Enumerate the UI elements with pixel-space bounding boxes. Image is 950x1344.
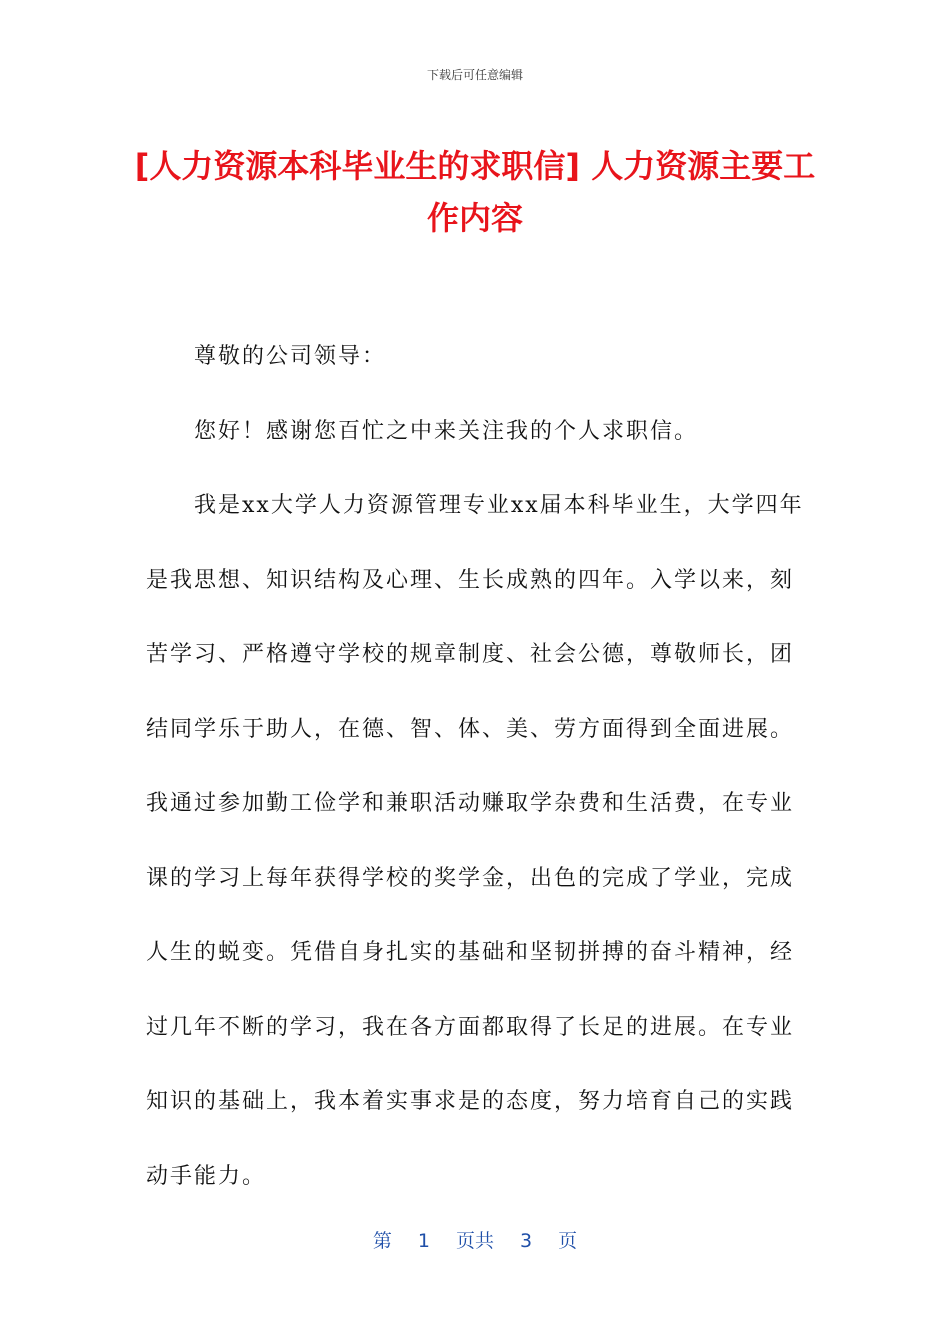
body-paragraph: 我是xx大学人力资源管理专业xx届本科毕业生，大学四年是我思想、知识结构及心理、生长成熟的四年。入学以来，刻苦学习、严格遵守学校的规章制度、社会公德，尊敬师长，团结同学乐于助人，在德、智、体、美、劳方面得到全面进展。我通过参加勤工俭学和兼职活动赚取学杂费和生活费，在专业课的学习上每年获得学校的奖学金，出色的完成了学业，完成人生的蜕变。凭借自身扎实的基础和坚韧拼搏的奋斗精神，经过几年不断的学习，我在各方面都取得了长足的进展。在专业知识的基础上，我本着实事求是的态度，努力培育自己的实践动手能力。 <box>146 493 804 1189</box>
greeting: 您好！感谢您百忙之中来关注我的个人求职信。 <box>194 418 699 444</box>
footer-current-page: 1 <box>417 1230 430 1252</box>
footer-total-pages: 3 <box>520 1230 533 1252</box>
salutation: 尊敬的公司领导： <box>194 344 387 369</box>
page-footer <box>0 1226 950 1253</box>
header-note: 下载后可任意编辑 <box>426 68 523 82</box>
document-title: [人力资源本科毕业生的求职信] 人力资源主要工作内容 <box>134 147 816 237</box>
footer-middle: 页共 <box>455 1230 494 1252</box>
letter-body <box>146 320 810 1214</box>
footer-prefix: 第 <box>372 1230 392 1252</box>
footer-suffix: 页 <box>558 1230 578 1252</box>
